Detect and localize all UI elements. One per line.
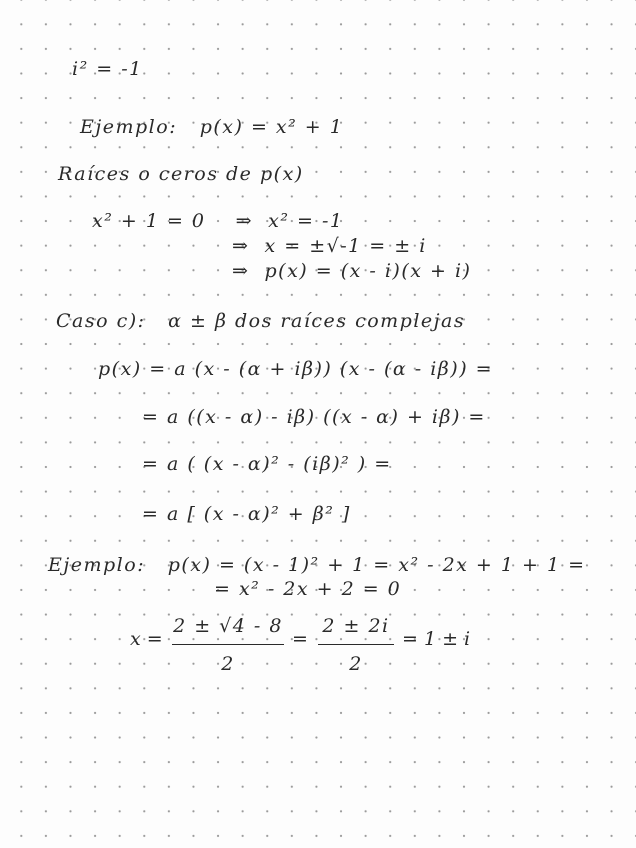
fraction-1-bar <box>172 644 284 645</box>
case-c-heading: Caso c): α ± β dos raíces complejas <box>56 310 466 332</box>
solution-result: = 1 ± i <box>402 628 471 650</box>
roots-step-1: x² + 1 = 0 ⇒ x² = -1 <box>92 210 344 232</box>
factorization-line-1: p(x) = a (x - (α + iβ)) (x - (α - iβ)) = <box>98 358 494 380</box>
fraction-2-denominator: 2 <box>349 653 363 675</box>
fraction-2-numerator: 2 ± 2i <box>322 615 390 637</box>
roots-heading: Raíces o ceros de p(x) <box>58 163 304 185</box>
fraction-2-bar <box>318 644 394 645</box>
factorization-line-2: = a ((x - α) - iβ) ((x - α) + iβ) = <box>142 406 486 428</box>
solution-lhs: x = <box>130 628 163 650</box>
example-polynomial: Ejemplo: p(x) = x² + 1 <box>80 116 344 138</box>
factorization-line-4: = a [ (x - α)² + β² ] <box>142 503 351 525</box>
solution-equals: = <box>292 628 308 650</box>
roots-step-3: ⇒ p(x) = (x - i)(x + i) <box>232 260 472 282</box>
second-example-line-2: = x² - 2x + 2 = 0 <box>214 578 402 600</box>
roots-step-2: ⇒ x = ±√-1 = ± i <box>232 235 427 257</box>
imaginary-unit-definition: i² = -1 <box>72 58 143 80</box>
factorization-line-3: = a ( (x - α)² - (iβ)² ) = <box>142 453 392 475</box>
fraction-1-numerator: 2 ± √4 - 8 <box>173 615 283 637</box>
fraction-1-denominator: 2 <box>221 653 235 675</box>
quadratic-fraction-1 <box>172 617 284 674</box>
second-example-line-1: Ejemplo: p(x) = (x - 1)² + 1 = x² - 2x + 1 + 1 = <box>48 554 586 576</box>
quadratic-fraction-2 <box>318 617 394 674</box>
